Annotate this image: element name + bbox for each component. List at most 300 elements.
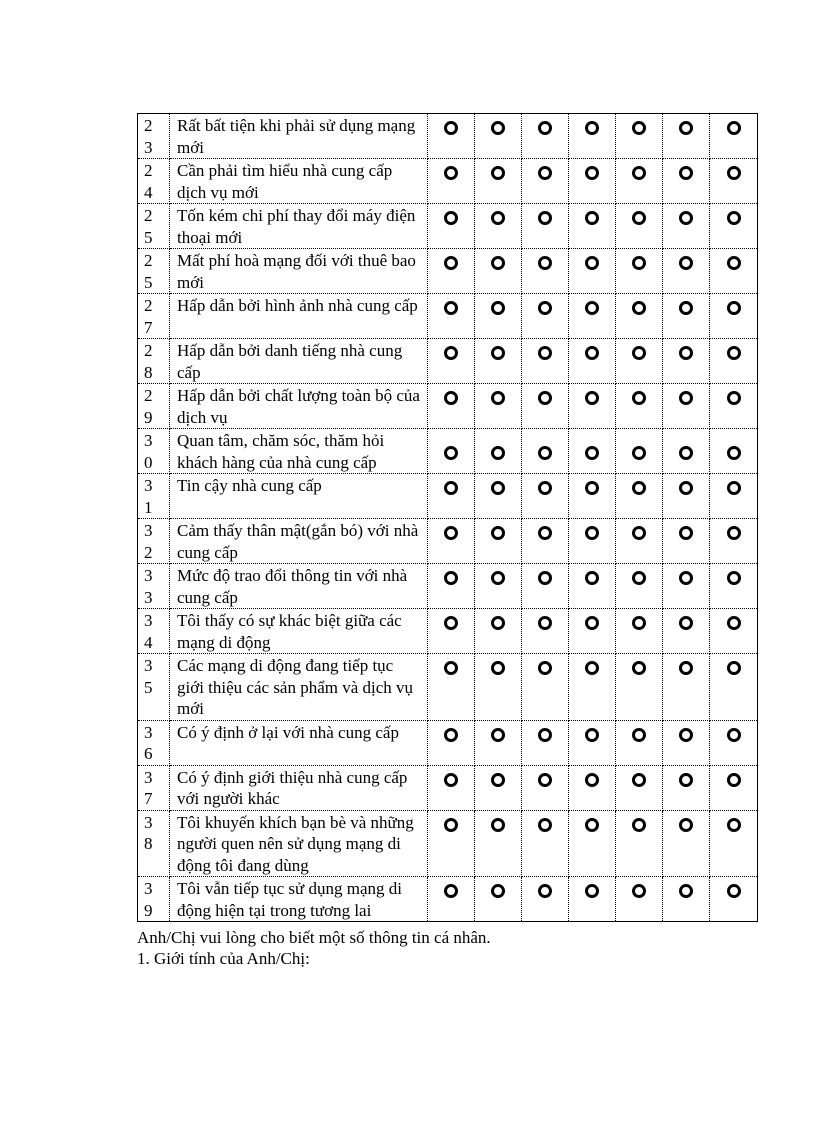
personal-info-intro: Anh/Chị vui lòng cho biết một số thông tin cá nhân. — [137, 928, 491, 947]
radio-button-icon[interactable] — [679, 446, 693, 460]
question-number-ones: 1 — [144, 497, 153, 517]
rating-option-cell — [569, 204, 616, 249]
radio-button-icon[interactable] — [679, 301, 693, 315]
radio-button-icon[interactable] — [679, 211, 693, 225]
question-number-tens: 2 — [144, 386, 153, 405]
question-number-tens: 3 — [144, 431, 153, 450]
rating-option-cell — [569, 564, 616, 609]
radio-button-icon[interactable] — [538, 571, 552, 585]
question-text: Tin cậy nhà cung cấp — [170, 474, 428, 519]
rating-option-cell — [522, 474, 569, 519]
question-number — [138, 294, 170, 339]
survey-row — [138, 810, 758, 877]
rating-option-cell — [428, 384, 475, 429]
radio-button-icon[interactable] — [727, 884, 741, 898]
rating-option-cell — [710, 249, 758, 294]
radio-button-icon[interactable] — [585, 446, 599, 460]
rating-option-cell — [522, 877, 569, 922]
survey-row — [138, 204, 758, 249]
radio-button-icon[interactable] — [491, 256, 505, 270]
rating-option-cell — [522, 204, 569, 249]
rating-option-cell — [428, 877, 475, 922]
survey-row — [138, 474, 758, 519]
rating-option-cell — [428, 339, 475, 384]
survey-row — [138, 654, 758, 721]
radio-button-icon[interactable] — [491, 571, 505, 585]
rating-option-cell — [569, 249, 616, 294]
survey-row — [138, 294, 758, 339]
radio-button-icon[interactable] — [727, 446, 741, 460]
radio-button-icon[interactable] — [491, 446, 505, 460]
rating-option-cell — [475, 339, 522, 384]
survey-row — [138, 720, 758, 765]
question-text: Rất bất tiện khi phải sử dụng mạng mới — [170, 114, 428, 159]
rating-option-cell — [616, 294, 663, 339]
radio-button-icon[interactable] — [444, 446, 458, 460]
rating-option-cell — [428, 720, 475, 765]
rating-option-cell — [522, 519, 569, 564]
radio-button-icon[interactable] — [679, 818, 693, 832]
radio-button-icon[interactable] — [491, 301, 505, 315]
radio-button-icon[interactable] — [679, 256, 693, 270]
radio-button-icon[interactable] — [727, 728, 741, 742]
rating-option-cell — [475, 429, 522, 474]
question-number-ones: 9 — [144, 407, 153, 427]
rating-option-cell — [710, 114, 758, 159]
question-number-ones: 7 — [144, 789, 153, 808]
rating-option-cell — [663, 339, 710, 384]
radio-button-icon[interactable] — [632, 446, 646, 460]
survey-row — [138, 114, 758, 159]
rating-option-cell — [522, 159, 569, 204]
question-number-ones: 6 — [144, 744, 153, 763]
radio-button-icon[interactable] — [538, 166, 552, 180]
radio-button-icon[interactable] — [585, 661, 599, 675]
rating-option-cell — [522, 765, 569, 810]
radio-button-icon[interactable] — [727, 818, 741, 832]
radio-button-icon[interactable] — [444, 211, 458, 225]
question-number-ones: 5 — [144, 272, 153, 292]
rating-option-cell — [663, 294, 710, 339]
radio-button-icon[interactable] — [585, 346, 599, 360]
radio-button-icon[interactable] — [585, 616, 599, 630]
radio-button-icon[interactable] — [585, 481, 599, 495]
radio-button-icon[interactable] — [632, 884, 646, 898]
rating-option-cell — [475, 384, 522, 429]
radio-button-icon[interactable] — [727, 661, 741, 675]
radio-button-icon[interactable] — [444, 818, 458, 832]
rating-option-cell — [710, 339, 758, 384]
question-number — [138, 384, 170, 429]
rating-option-cell — [522, 294, 569, 339]
radio-button-icon[interactable] — [444, 571, 458, 585]
question-number-tens: 2 — [144, 251, 153, 270]
rating-option-cell — [522, 429, 569, 474]
question-number-ones: 4 — [144, 632, 153, 652]
survey-row — [138, 429, 758, 474]
radio-button-icon[interactable] — [632, 256, 646, 270]
rating-option-cell — [522, 810, 569, 877]
rating-option-cell — [616, 564, 663, 609]
rating-option-cell — [616, 339, 663, 384]
survey-body — [138, 114, 758, 922]
radio-button-icon[interactable] — [727, 773, 741, 787]
rating-option-cell — [710, 765, 758, 810]
rating-option-cell — [616, 204, 663, 249]
rating-option-cell — [663, 765, 710, 810]
question-text: Các mạng di động đang tiếp tục giới thiệu các sản phẩm và dịch vụ mới — [170, 654, 428, 721]
rating-option-cell — [569, 339, 616, 384]
rating-option-cell — [475, 294, 522, 339]
rating-option-cell — [663, 564, 710, 609]
question-number-tens: 3 — [144, 521, 153, 540]
radio-button-icon[interactable] — [679, 166, 693, 180]
rating-option-cell — [616, 654, 663, 721]
radio-button-icon[interactable] — [538, 211, 552, 225]
rating-option-cell — [522, 609, 569, 654]
rating-option-cell — [616, 810, 663, 877]
rating-option-cell — [475, 114, 522, 159]
rating-option-cell — [569, 294, 616, 339]
question-number-ones: 8 — [144, 834, 153, 853]
radio-button-icon[interactable] — [491, 211, 505, 225]
rating-option-cell — [710, 294, 758, 339]
question-text: Tôi vẫn tiếp tục sử dụng mạng di động hiện tại trong tương lai — [170, 877, 428, 922]
radio-button-icon[interactable] — [538, 884, 552, 898]
radio-button-icon[interactable] — [632, 728, 646, 742]
rating-option-cell — [569, 810, 616, 877]
radio-button-icon[interactable] — [679, 773, 693, 787]
question-text: Cần phải tìm hiểu nhà cung cấp dịch vụ mới — [170, 159, 428, 204]
rating-option-cell — [569, 384, 616, 429]
rating-option-cell — [663, 810, 710, 877]
radio-button-icon[interactable] — [444, 301, 458, 315]
rating-option-cell — [663, 204, 710, 249]
radio-button-icon[interactable] — [632, 346, 646, 360]
rating-option-cell — [710, 609, 758, 654]
survey-row — [138, 765, 758, 810]
radio-button-icon[interactable] — [632, 526, 646, 540]
radio-button-icon[interactable] — [727, 571, 741, 585]
radio-button-icon[interactable] — [444, 728, 458, 742]
radio-button-icon[interactable] — [727, 211, 741, 225]
rating-option-cell — [616, 159, 663, 204]
question-number-tens: 2 — [144, 161, 153, 180]
radio-button-icon[interactable] — [585, 166, 599, 180]
radio-button-icon[interactable] — [679, 121, 693, 135]
question-text: Mức độ trao đổi thông tin với nhà cung cấp — [170, 564, 428, 609]
question-number-tens: 2 — [144, 206, 153, 225]
radio-button-icon[interactable] — [491, 616, 505, 630]
radio-button-icon[interactable] — [491, 661, 505, 675]
rating-option-cell — [522, 114, 569, 159]
radio-button-icon[interactable] — [538, 661, 552, 675]
rating-option-cell — [616, 114, 663, 159]
radio-button-icon[interactable] — [632, 481, 646, 495]
question-number — [138, 654, 170, 721]
question-number — [138, 810, 170, 877]
rating-option-cell — [428, 474, 475, 519]
rating-option-cell — [475, 519, 522, 564]
radio-button-icon[interactable] — [491, 526, 505, 540]
question-number — [138, 765, 170, 810]
rating-option-cell — [475, 249, 522, 294]
radio-button-icon[interactable] — [538, 301, 552, 315]
radio-button-icon[interactable] — [727, 301, 741, 315]
rating-option-cell — [616, 720, 663, 765]
radio-button-icon[interactable] — [444, 481, 458, 495]
rating-option-cell — [710, 720, 758, 765]
rating-option-cell — [428, 765, 475, 810]
radio-button-icon[interactable] — [679, 616, 693, 630]
question-text: Hấp dẫn bởi chất lượng toàn bộ của dịch vụ — [170, 384, 428, 429]
question-number — [138, 564, 170, 609]
rating-option-cell — [428, 609, 475, 654]
question-number-ones: 5 — [144, 227, 153, 247]
question-number-tens: 3 — [144, 767, 153, 787]
rating-option-cell — [522, 339, 569, 384]
radio-button-icon[interactable] — [444, 391, 458, 405]
rating-option-cell — [522, 720, 569, 765]
rating-option-cell — [522, 564, 569, 609]
radio-button-icon[interactable] — [585, 121, 599, 135]
radio-button-icon[interactable] — [538, 446, 552, 460]
radio-button-icon[interactable] — [444, 884, 458, 898]
radio-button-icon[interactable] — [632, 391, 646, 405]
radio-button-icon[interactable] — [444, 661, 458, 675]
radio-button-icon[interactable] — [585, 211, 599, 225]
question-number-tens: 2 — [144, 116, 153, 135]
question-text: Có ý định ở lại với nhà cung cấp — [170, 720, 428, 765]
question-text: Mất phí hoà mạng đối với thuê bao mới — [170, 249, 428, 294]
radio-button-icon[interactable] — [538, 121, 552, 135]
rating-option-cell — [663, 114, 710, 159]
question-text: Tôi khuyến khích bạn bè và những người quen nên sử dụng mạng di động tôi đang dùng — [170, 810, 428, 877]
rating-option-cell — [663, 249, 710, 294]
radio-button-icon[interactable] — [632, 166, 646, 180]
question-number-ones: 3 — [144, 587, 153, 607]
radio-button-icon[interactable] — [538, 616, 552, 630]
radio-button-icon[interactable] — [585, 391, 599, 405]
radio-button-icon[interactable] — [727, 391, 741, 405]
rating-option-cell — [475, 609, 522, 654]
radio-button-icon[interactable] — [679, 481, 693, 495]
question-number-ones: 7 — [144, 317, 153, 337]
rating-option-cell — [710, 564, 758, 609]
radio-button-icon[interactable] — [491, 884, 505, 898]
rating-option-cell — [475, 810, 522, 877]
radio-button-icon[interactable] — [538, 728, 552, 742]
question-text: Tôi thấy có sự khác biệt giữa các mạng di động — [170, 609, 428, 654]
radio-button-icon[interactable] — [727, 481, 741, 495]
question-text: Tốn kém chi phí thay đổi máy điện thoại mới — [170, 204, 428, 249]
radio-button-icon[interactable] — [679, 728, 693, 742]
question-number-tens: 3 — [144, 722, 153, 742]
rating-option-cell — [710, 654, 758, 721]
rating-option-cell — [663, 474, 710, 519]
rating-option-cell — [522, 654, 569, 721]
rating-option-cell — [428, 159, 475, 204]
rating-option-cell — [569, 159, 616, 204]
radio-button-icon[interactable] — [632, 773, 646, 787]
radio-button-icon[interactable] — [632, 571, 646, 585]
rating-option-cell — [569, 654, 616, 721]
rating-option-cell — [569, 114, 616, 159]
rating-option-cell — [428, 654, 475, 721]
radio-button-icon[interactable] — [444, 773, 458, 787]
radio-button-icon[interactable] — [491, 818, 505, 832]
radio-button-icon[interactable] — [679, 571, 693, 585]
radio-button-icon[interactable] — [632, 818, 646, 832]
rating-option-cell — [710, 204, 758, 249]
radio-button-icon[interactable] — [727, 616, 741, 630]
question-text: Hấp dẫn bởi hình ảnh nhà cung cấp — [170, 294, 428, 339]
rating-option-cell — [475, 654, 522, 721]
rating-option-cell — [475, 720, 522, 765]
radio-button-icon[interactable] — [444, 121, 458, 135]
question-number-ones: 2 — [144, 542, 153, 562]
rating-option-cell — [616, 384, 663, 429]
radio-button-icon[interactable] — [538, 526, 552, 540]
question-number — [138, 877, 170, 922]
radio-button-icon[interactable] — [585, 884, 599, 898]
rating-option-cell — [569, 720, 616, 765]
radio-button-icon[interactable] — [632, 661, 646, 675]
radio-button-icon[interactable] — [632, 211, 646, 225]
rating-option-cell — [569, 429, 616, 474]
radio-button-icon[interactable] — [679, 526, 693, 540]
rating-option-cell — [569, 519, 616, 564]
radio-button-icon[interactable] — [585, 728, 599, 742]
radio-button-icon[interactable] — [491, 773, 505, 787]
question-number-tens: 2 — [144, 341, 153, 360]
rating-option-cell — [616, 609, 663, 654]
radio-button-icon[interactable] — [444, 166, 458, 180]
radio-button-icon[interactable] — [444, 256, 458, 270]
radio-button-icon[interactable] — [538, 818, 552, 832]
rating-option-cell — [710, 429, 758, 474]
radio-button-icon[interactable] — [444, 346, 458, 360]
radio-button-icon[interactable] — [727, 166, 741, 180]
rating-option-cell — [569, 765, 616, 810]
radio-button-icon[interactable] — [538, 346, 552, 360]
rating-option-cell — [475, 474, 522, 519]
rating-option-cell — [475, 877, 522, 922]
question-number — [138, 474, 170, 519]
radio-button-icon[interactable] — [585, 526, 599, 540]
radio-button-icon[interactable] — [444, 616, 458, 630]
radio-button-icon[interactable] — [491, 728, 505, 742]
radio-button-icon[interactable] — [491, 391, 505, 405]
question-number-tens: 3 — [144, 656, 153, 675]
rating-option-cell — [428, 204, 475, 249]
survey-row — [138, 564, 758, 609]
radio-button-icon[interactable] — [491, 481, 505, 495]
question-number-ones: 4 — [144, 182, 153, 202]
rating-option-cell — [428, 249, 475, 294]
radio-button-icon[interactable] — [538, 256, 552, 270]
question-text: Hấp dẫn bởi danh tiếng nhà cung cấp — [170, 339, 428, 384]
rating-option-cell — [522, 249, 569, 294]
question-number-tens: 3 — [144, 566, 153, 585]
question-number — [138, 159, 170, 204]
radio-button-icon[interactable] — [679, 391, 693, 405]
rating-option-cell — [663, 429, 710, 474]
question-text: Quan tâm, chăm sóc, thăm hỏi khách hàng của nhà cung cấp — [170, 429, 428, 474]
radio-button-icon[interactable] — [679, 346, 693, 360]
gender-question: 1. Giới tính của Anh/Chị: — [137, 949, 310, 968]
question-number — [138, 114, 170, 159]
question-number-ones: 3 — [144, 137, 153, 157]
radio-button-icon[interactable] — [679, 661, 693, 675]
question-number — [138, 339, 170, 384]
rating-option-cell — [475, 204, 522, 249]
radio-button-icon[interactable] — [727, 346, 741, 360]
question-number — [138, 204, 170, 249]
radio-button-icon[interactable] — [585, 818, 599, 832]
likert-survey-table — [137, 113, 758, 922]
rating-option-cell — [663, 654, 710, 721]
rating-option-cell — [710, 810, 758, 877]
question-number-ones: 8 — [144, 362, 153, 382]
rating-option-cell — [475, 564, 522, 609]
rating-option-cell — [663, 159, 710, 204]
radio-button-icon[interactable] — [538, 481, 552, 495]
rating-option-cell — [663, 720, 710, 765]
rating-option-cell — [616, 249, 663, 294]
radio-button-icon[interactable] — [632, 616, 646, 630]
rating-option-cell — [663, 384, 710, 429]
radio-button-icon[interactable] — [538, 773, 552, 787]
radio-button-icon[interactable] — [679, 884, 693, 898]
rating-option-cell — [710, 159, 758, 204]
rating-option-cell — [475, 159, 522, 204]
question-number-tens: 3 — [144, 476, 153, 495]
rating-option-cell — [710, 519, 758, 564]
rating-option-cell — [710, 384, 758, 429]
rating-option-cell — [569, 877, 616, 922]
radio-button-icon[interactable] — [585, 256, 599, 270]
rating-option-cell — [428, 519, 475, 564]
rating-option-cell — [428, 564, 475, 609]
radio-button-icon[interactable] — [727, 526, 741, 540]
rating-option-cell — [616, 765, 663, 810]
question-number-ones: 5 — [144, 677, 153, 697]
radio-button-icon[interactable] — [585, 301, 599, 315]
radio-button-icon[interactable] — [632, 301, 646, 315]
radio-button-icon[interactable] — [585, 571, 599, 585]
rating-option-cell — [616, 429, 663, 474]
radio-button-icon[interactable] — [444, 526, 458, 540]
question-number-tens: 2 — [144, 296, 153, 315]
rating-option-cell — [428, 429, 475, 474]
rating-option-cell — [663, 519, 710, 564]
question-number — [138, 519, 170, 564]
radio-button-icon[interactable] — [727, 121, 741, 135]
rating-option-cell — [616, 474, 663, 519]
radio-button-icon[interactable] — [585, 773, 599, 787]
question-number — [138, 609, 170, 654]
radio-button-icon[interactable] — [491, 166, 505, 180]
survey-row — [138, 159, 758, 204]
radio-button-icon[interactable] — [727, 256, 741, 270]
survey-row — [138, 519, 758, 564]
radio-button-icon[interactable] — [632, 121, 646, 135]
radio-button-icon[interactable] — [491, 121, 505, 135]
question-number-tens: 3 — [144, 879, 153, 898]
radio-button-icon[interactable] — [491, 346, 505, 360]
radio-button-icon[interactable] — [538, 391, 552, 405]
